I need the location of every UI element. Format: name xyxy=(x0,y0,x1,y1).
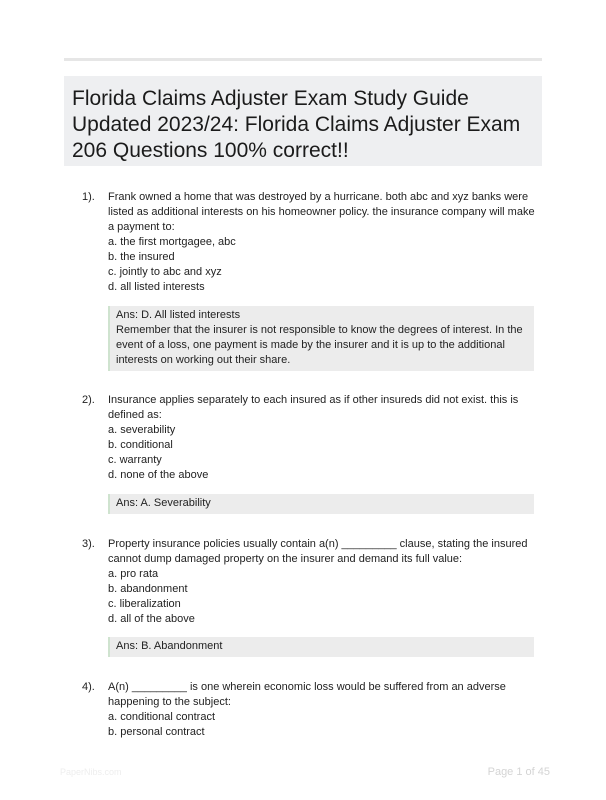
question-number: 4). xyxy=(82,681,95,693)
answer-label: Ans: B. Abandonment xyxy=(116,640,223,652)
option-b: b. the insured xyxy=(108,251,175,263)
question-stem: Property insurance policies usually contain a(n) _________ clause, stating the insured cannot dump damaged property on the insurer and demand its full value: xyxy=(108,538,528,565)
option-b: b. conditional xyxy=(108,439,173,451)
option-c: c. jointly to abc and xyz xyxy=(108,266,222,278)
option-b: b. abandonment xyxy=(108,583,188,595)
question-number: 1). xyxy=(82,191,95,203)
question-stem: Frank owned a home that was destroyed by a hurricane. both abc and xyz banks were listed as additional interests on his homeowner policy. the insurance company will make a payment to: xyxy=(108,191,535,233)
option-b: b. personal contract xyxy=(108,726,205,738)
answer-box-2 xyxy=(108,494,534,514)
option-d: d. all of the above xyxy=(108,613,195,625)
option-a: a. the first mortgagee, abc xyxy=(108,236,236,248)
option-c: c. warranty xyxy=(108,454,162,466)
option-a: a. severability xyxy=(108,424,176,436)
option-d: d. none of the above xyxy=(108,469,209,481)
answer-label: Ans: D. All listed interests xyxy=(116,309,241,321)
answer-box-1 xyxy=(108,306,534,371)
answer-label: Ans: A. Severability xyxy=(116,497,211,509)
question-stem: A(n) _________ is one wherein economic loss would be suffered from an adverse happening to the subject: xyxy=(108,681,506,708)
option-c: c. liberalization xyxy=(108,598,181,610)
option-d: d. all listed interests xyxy=(108,281,205,293)
top-divider xyxy=(64,58,542,61)
option-a: a. conditional contract xyxy=(108,711,216,723)
watermark-text: PaperNibs.com xyxy=(60,767,122,777)
answer-box-3 xyxy=(108,637,534,657)
question-stem: Insurance applies separately to each insured as if other insureds did not exist. this is defined as: xyxy=(108,394,519,421)
document-title: Florida Claims Adjuster Exam Study Guide Updated 2023/24: Florida Claims Adjuster Exam 206 Questions 100% correct!! xyxy=(72,87,521,162)
page-number: Page 1 of 45 xyxy=(487,766,550,778)
answer-explanation: Remember that the insurer is not responsible to know the degrees of interest. In the event of a loss, one payment is made by the insurer and it is up to the additional interests on working out their share. xyxy=(116,324,523,366)
title-banner xyxy=(64,76,542,166)
question-number: 3). xyxy=(82,538,95,550)
option-a: a. pro rata xyxy=(108,568,159,580)
question-number: 2). xyxy=(82,394,95,406)
